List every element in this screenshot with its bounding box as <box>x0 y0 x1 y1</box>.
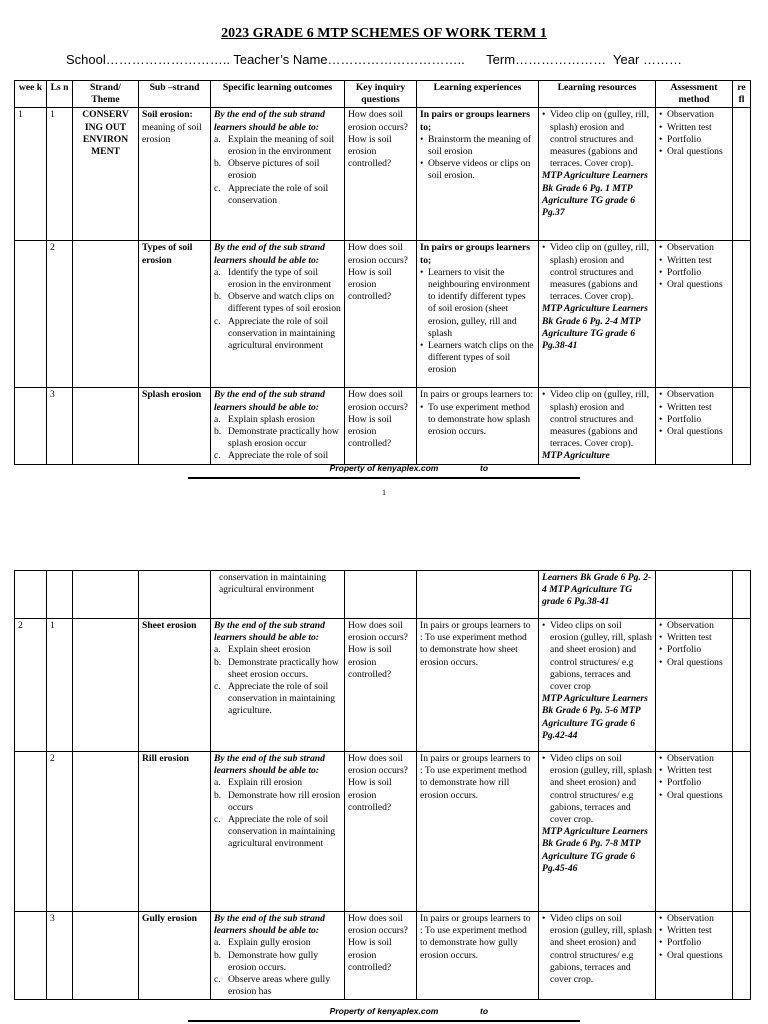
page-number: 1 <box>382 488 386 497</box>
resources-cell: • Video clip on (gulley, rill, splash) erosion and control structures and measures (gabions and terraces. Cover crop). MTP Agriculture Learners Bk Grade 6 Pg. 2-4 MTP Agriculture TG grade 6 Pg.38-41 <box>539 241 656 388</box>
lesson-cell: 2 <box>47 752 73 912</box>
assessment-item: • Observation <box>659 913 714 924</box>
outcome-item: c. Observe areas where gully erosion has <box>214 974 331 998</box>
reflection-cell <box>733 619 751 752</box>
strand-cell <box>73 619 139 752</box>
resource-item: • Video clips on soil erosion (gulley, rill, splash and sheet erosion) and control structures/ e.g gabions, terraces and cover crop. <box>542 753 652 826</box>
inquiry-cell: How does soil erosion occurs? How is soil erosion controlled? <box>345 619 417 752</box>
lesson-row <box>15 619 751 752</box>
footer-page-1 <box>0 463 768 473</box>
outcome-item: c. Appreciate the role of soil conservation in maintaining agriculture. <box>214 681 336 717</box>
inquiry-cell: How does soil erosion occurs? How is soil erosion controlled? <box>345 108 417 241</box>
assessment-item: • Written test <box>659 765 712 777</box>
resources-cell: • Video clips on soil erosion (gulley, rill, splash and sheet erosion) and control structures/ e.g gabions, terraces and cover crop MTP Agriculture Learners Bk Grade 6 Pg. 5-6 MTP Agriculture TG grade 6 Pg.42-44 <box>539 619 656 752</box>
reflection-cell <box>733 752 751 912</box>
lesson-row <box>15 752 751 912</box>
assessment-item: • Written test <box>659 121 712 133</box>
assessment-item: • Oral questions <box>659 656 723 668</box>
week-cell: 2 <box>15 619 47 752</box>
header-reflection: re fl <box>733 81 751 108</box>
assessment-item: • Oral questions <box>659 146 723 158</box>
outcome-continuation: conservation in maintaining agricultural environment <box>219 572 327 596</box>
document-title: 2023 GRADE 6 MTP SCHEMES OF WORK TERM 1 <box>221 26 547 41</box>
outcome-item: b. Demonstrate practically how sheet erosion occurs. <box>214 656 339 680</box>
resource-item: • Video clips on soil erosion (gulley, rill, splash and sheet erosion) and control structures/ e.g gabions, terraces and cover crop. <box>542 913 652 986</box>
outcome-item: b. Demonstrate how rill erosion occurs <box>214 789 341 813</box>
week-cell <box>15 752 47 912</box>
reflection-cell <box>733 912 751 1000</box>
assessment-item: • Observation <box>659 242 714 254</box>
week-cell <box>15 388 47 464</box>
resource-item: • Video clip on (gulley, rill, splash) erosion and control structures and measures (gabions and terraces. Cover crop). <box>542 389 649 450</box>
assessment-cell <box>656 388 733 464</box>
scheme-table-page-1 <box>14 80 751 465</box>
inquiry-cell: How does soil erosion occurs? How is soil erosion controlled? <box>345 241 417 388</box>
assessment-item: • Observation <box>659 109 714 121</box>
assessment-item: • Portfolio <box>659 413 702 425</box>
experience-item: • Brainstorm the meaning of soil erosion <box>420 133 532 158</box>
strand-cell: CONSERV ING OUT ENVIRON MENT <box>73 108 139 241</box>
outcome-item: a. Explain sheet erosion <box>214 644 311 656</box>
assessment-item: • Written test <box>659 401 712 413</box>
header-inquiry: Key inquiry questions <box>345 81 417 108</box>
reflection-cell <box>733 108 751 241</box>
inquiry-cell: How does soil erosion occurs? How is soil erosion controlled? <box>345 388 417 464</box>
assessment-item: • Observation <box>659 389 714 401</box>
strand-cell <box>73 388 139 464</box>
substrand-cell: Types of soil erosion <box>139 241 211 388</box>
inquiry-cell: How does soil erosion occurs? How is soil erosion controlled? <box>345 912 417 1000</box>
experiences-cell: In pairs or groups learners to : To use experiment method to demonstrate how rill erosion occurs. <box>417 752 539 912</box>
experience-item: • Observe videos or clips on soil erosion. <box>420 158 531 182</box>
substrand-cell: Sheet erosion <box>139 619 211 752</box>
resources-cell: • Video clip on (gulley, rill, splash) erosion and control structures and measures (gabions and terraces. Cover crop). MTP Agriculture <box>539 388 656 464</box>
lesson-cell: 3 <box>47 388 73 464</box>
outcome-item: c. Appreciate the role of soil conservation <box>214 182 329 206</box>
info-line: School……………………….. Teacher’s Name………………………….. Term………………… Year ……… <box>66 52 682 67</box>
experience-item: • To use experiment method to demonstrate how splash erosion occurs. <box>420 401 531 438</box>
substrand-cell: Rill erosion <box>139 752 211 912</box>
assessment-item: • Oral questions <box>659 949 723 961</box>
resource-item: • Video clip on (gulley, rill, splash) erosion and control structures and measures (gabions and terraces. Cover crop). <box>542 109 649 170</box>
outcome-item: b. Demonstrate practically how splash erosion occur <box>214 426 339 450</box>
assessment-cell <box>656 619 733 752</box>
week-cell: 1 <box>15 108 47 241</box>
assessment-item: • Observation <box>659 753 714 764</box>
assessment-item: • Observation <box>659 620 714 631</box>
header-substrand: Sub –strand <box>139 81 211 108</box>
assessment-cell <box>656 912 733 1000</box>
assessment-item: • Oral questions <box>659 279 723 291</box>
resource-item: • Video clip on (gulley, rill, splash) erosion and control structures and measures (gabions and terraces. Cover crop). <box>542 242 649 303</box>
lesson-cell: 1 <box>47 619 73 752</box>
assessment-item: • Oral questions <box>659 426 723 438</box>
footer-to: to <box>480 1006 489 1016</box>
assessment-item: • Portfolio <box>659 644 702 656</box>
assessment-item: • Written test <box>659 925 712 937</box>
header-resources: Learning resources <box>539 81 656 108</box>
outcome-item: a. Explain splash erosion <box>214 413 315 425</box>
experiences-cell: In pairs or groups learners to; • Brainstorm the meaning of soil erosion • Observe videos or clips on soil erosion. <box>417 108 539 241</box>
outcome-item: a. Identify the type of soil erosion in the environment <box>214 266 332 291</box>
header-week: wee k <box>15 81 47 108</box>
experience-item: • Learners to visit the neighbouring environment to identify different types of soil erosion (sheet erosion, gulley, rill and splash <box>420 266 531 339</box>
outcome-item: c. Appreciate the role of soil <box>214 450 329 462</box>
header-lesson: Ls n <box>47 81 73 108</box>
lesson-row <box>15 241 751 388</box>
header-row <box>15 81 751 108</box>
outcome-item: b. Observe pictures of soil erosion <box>214 158 320 182</box>
outcomes-cell: By the end of the sub strand learners should be able to: a. Explain sheet erosion b. Demonstrate practically how sheet erosion occurs. c. Appreciate the role of soil conservation in maintaining agriculture. <box>211 619 345 752</box>
reflection-cell <box>733 241 751 388</box>
assessment-cell <box>656 241 733 388</box>
outcome-item: c. Appreciate the role of soil conservation in maintaining agricultural environment <box>214 814 336 850</box>
outcome-item: a. Explain rill erosion <box>214 777 303 789</box>
footer-property: Property of kenyaplex.com <box>329 463 439 473</box>
outcomes-cell: By the end of the sub strand learners should be able to: a. Explain rill erosion b. Demonstrate how rill erosion occurs c. Appreciate the role of soil conservation in maintaining agricultural environment <box>211 752 345 912</box>
outcome-item: b. Demonstrate how gully erosion occurs. <box>214 949 319 973</box>
lesson-row <box>15 388 751 464</box>
continuation-row <box>15 571 751 619</box>
week-cell <box>15 912 47 1000</box>
lesson-row <box>15 912 751 1000</box>
assessment-cell <box>656 108 733 241</box>
strand-cell <box>73 912 139 1000</box>
resources-cell: • Video clips on soil erosion (gulley, rill, splash and sheet erosion) and control structures/ e.g gabions, terraces and cover crop. MTP Agriculture Learners Bk Grade 6 Pg. 7-8 MTP Agriculture TG grade 6 Pg.45-46 <box>539 752 656 912</box>
resource-item: • Video clips on soil erosion (gulley, rill, splash and sheet erosion) and control structures/ e.g gabions, terraces and cover crop <box>542 620 652 693</box>
outcome-item: a. Explain the meaning of soil erosion in the environment <box>214 133 335 158</box>
experiences-cell: In pairs or groups learners to : To use experiment method to demonstrate how sheet erosion occurs. <box>417 619 539 752</box>
scheme-table-page-2 <box>14 570 751 1000</box>
outcome-item: a. Explain gully erosion <box>214 937 311 949</box>
outcome-item: b. Observe and watch clips on different types of soil erosion <box>214 291 341 315</box>
footer-page-2 <box>0 1006 768 1016</box>
footer-rule <box>188 1020 580 1022</box>
header-experiences: Learning experiences <box>417 81 539 108</box>
lesson-row <box>15 108 751 241</box>
assessment-item: • Written test <box>659 632 712 644</box>
resource-continuation: Learners Bk Grade 6 Pg. 2-4 MTP Agriculture TG grade 6 Pg.38-41 <box>542 572 652 608</box>
outcomes-cell: By the end of the sub strand learners should be able to: a. Explain the meaning of soil erosion in the environment b. Observe pictures of soil erosion c. Appreciate the role of soil conservation <box>211 108 345 241</box>
footer-rule <box>188 477 580 479</box>
resources-cell <box>539 912 656 1000</box>
footer-property: Property of kenyaplex.com <box>329 1006 439 1016</box>
assessment-item: • Oral questions <box>659 789 723 801</box>
resources-cell: • Video clip on (gulley, rill, splash) erosion and control structures and measures (gabions and terraces. Cover crop). MTP Agriculture Learners Bk Grade 6 Pg. 1 MTP Agriculture TG grade 6 Pg.37 <box>539 108 656 241</box>
experiences-cell: In pairs or groups learners to: • To use experiment method to demonstrate how splash erosion occurs. <box>417 388 539 464</box>
experiences-cell: In pairs or groups learners to; • Learners to visit the neighbouring environment to identify different types of soil erosion (sheet erosion, gulley, rill and splash • Learners watch clips on the different types of soil erosion <box>417 241 539 388</box>
experience-item: • Learners watch clips on the different types of soil erosion <box>420 340 534 376</box>
inquiry-cell: How does soil erosion occurs? How is soil erosion controlled? <box>345 752 417 912</box>
strand-cell <box>73 752 139 912</box>
header-assessment: Assessment method <box>656 81 733 108</box>
outcome-item: c. Appreciate the role of soil conservation in maintaining agricultural environment <box>214 315 336 352</box>
strand-cell <box>73 241 139 388</box>
lesson-cell: 3 <box>47 912 73 1000</box>
header-outcomes: Specific learning outcomes <box>211 81 345 108</box>
assessment-cell <box>656 752 733 912</box>
outcomes-cell: By the end of the sub strand learners should be able to: a. Explain splash erosion b. Demonstrate practically how splash erosion occur c. Appreciate the role of soil <box>211 388 345 464</box>
assessment-item: • Written test <box>659 254 712 266</box>
assessment-item: • Portfolio <box>659 777 702 789</box>
outcomes-cell: By the end of the sub strand learners should be able to: a. Explain gully erosion b. Demonstrate how gully erosion occurs. c. Observe areas where gully erosion has <box>211 912 345 1000</box>
footer-to: to <box>480 463 489 473</box>
header-strand: Strand/ Theme <box>73 81 139 108</box>
outcomes-cell: By the end of the sub strand learners should be able to: a. Identify the type of soil erosion in the environment b. Observe and watch clips on different types of soil erosion c. Appreciate the role of soil conservation in maintaining agricultural environment <box>211 241 345 388</box>
substrand-cell: Gully erosion <box>139 912 211 1000</box>
week-cell <box>15 241 47 388</box>
substrand-cell: Splash erosion <box>139 388 211 464</box>
lesson-cell: 2 <box>47 241 73 388</box>
assessment-item: • Portfolio <box>659 266 702 278</box>
experiences-cell: In pairs or groups learners to : To use experiment method to demonstrate how gully erosion occurs. <box>417 912 539 1000</box>
substrand-cell: Soil erosion: meaning of soil erosion <box>139 108 211 241</box>
assessment-item: • Portfolio <box>659 133 702 145</box>
lesson-cell: 1 <box>47 108 73 241</box>
reflection-cell <box>733 388 751 464</box>
assessment-item: • Portfolio <box>659 937 702 949</box>
